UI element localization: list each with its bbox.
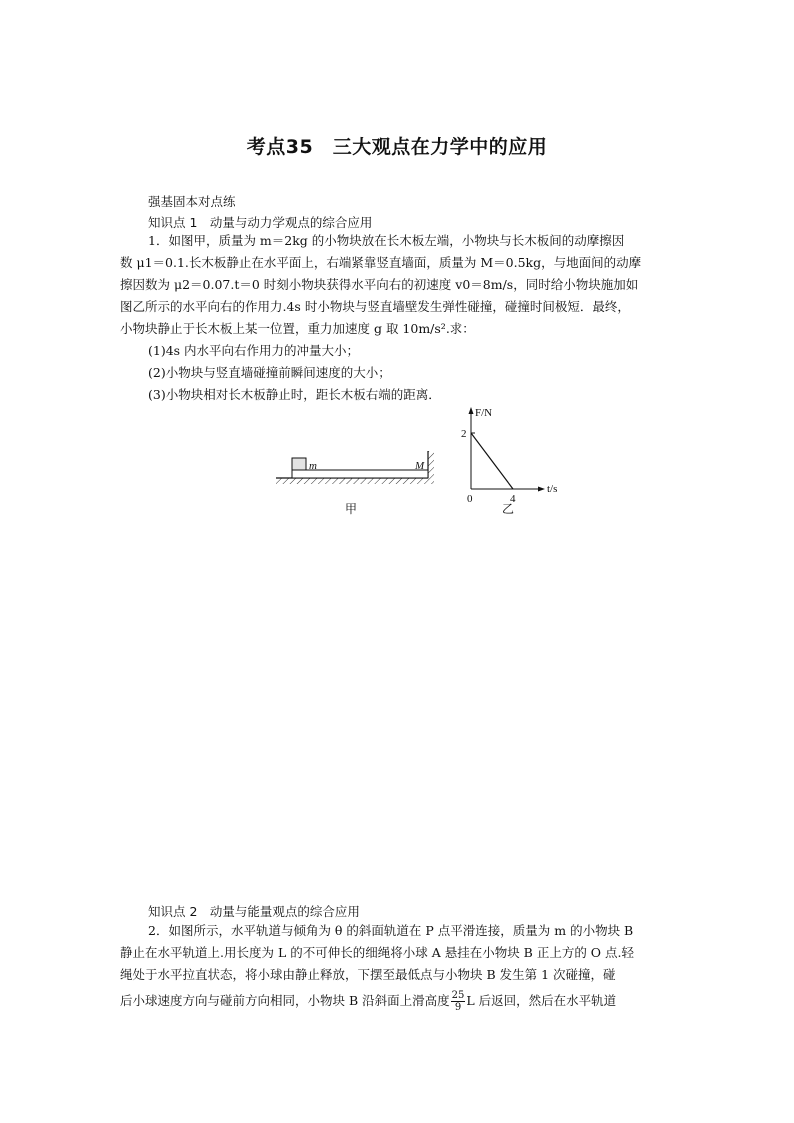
question-1-line: 图乙所示的水平向右的作用力.4s 时小物块与竖直墙壁发生弹性碰撞，碰撞时间极短．最终， (120, 299, 630, 314)
fraction (451, 990, 466, 1013)
y-axis-label: F/N (475, 407, 493, 419)
question-2-text: 后小球速度方向与碰前方向相同，小物块 B 沿斜面上滑高度 (120, 993, 450, 1008)
fraction-denominator: 9 (454, 1002, 462, 1013)
page-title: 考点35 三大观点在力学中的应用 (246, 136, 548, 158)
y-tick-label: 2 (461, 428, 467, 440)
x-tick-label: 4 (510, 493, 516, 505)
question-2 (120, 920, 690, 1013)
question-1-line: 擦因数为 μ2＝0.07.t＝0 时刻小物块获得水平向右的初速度 v0＝8m/s，同时给小物块施加如 (120, 277, 639, 292)
ground-hatching (276, 478, 428, 484)
label-m: m (309, 460, 317, 472)
figure-jia-diagram (272, 445, 442, 495)
question-2-line (120, 990, 690, 1013)
force-line (471, 433, 513, 489)
question-1-line: 数 μ1＝0.1.长木板静止在水平面上，右端紧靠竖直墙面，质量为 M＝0.5kg，与地面间的动摩 (120, 255, 642, 270)
figure-yi-chart (455, 403, 565, 505)
label-M: M (415, 460, 425, 472)
wall-hatching (428, 451, 434, 484)
knowledge-point-2-heading: 知识点 2 动量与能量观点的综合应用 (148, 904, 360, 919)
question-2-line: 2．如图所示，水平轨道与倾角为 θ 的斜面轨道在 P 点平滑连接，质量为 m 的小物块 B (148, 923, 634, 938)
question-1-line: 小物块静止于长木板上某一位置，重力加速度 g 取 10m/s².求： (120, 321, 475, 336)
question-1 (120, 230, 680, 406)
sub-question-1: (1)4s 内水平向右作用力的冲量大小； (148, 343, 360, 358)
knowledge-point-1-heading: 知识点 1 动量与动力学观点的综合应用 (148, 215, 373, 230)
question-2-text: L 后返回，然后在水平轨道 (466, 993, 617, 1008)
figure-yi-caption: 乙 (502, 502, 515, 516)
small-block (292, 458, 306, 470)
section-heading: 强基固本对点练 (148, 194, 236, 209)
question-2-line: 绳处于水平拉直状态，将小球由静止释放，下摆至最低点与小物块 B 发生第 1 次碰撞，碰 (120, 967, 616, 982)
question-2-line: 静止在水平轨道上.用长度为 L 的不可伸长的细绳将小球 A 悬挂在小物块 B 正上方的 O 点.轻 (120, 945, 634, 960)
x-axis-arrow (538, 487, 545, 492)
question-1-line: 1．如图甲，质量为 m＝2kg 的小物块放在长木板左端，小物块与长木板间的动摩擦因 (148, 233, 625, 248)
origin-label: 0 (467, 493, 473, 505)
fraction-numerator: 25 (451, 990, 465, 1001)
x-axis-label: t/s (547, 483, 558, 495)
sub-question-2: (2)小物块与竖直墙碰撞前瞬间速度的大小； (148, 365, 391, 380)
y-axis-arrow (469, 407, 474, 414)
sub-question-3: (3)小物块相对长木板静止时，距长木板右端的距离． (148, 387, 441, 402)
figure-jia-caption: 甲 (345, 502, 358, 516)
